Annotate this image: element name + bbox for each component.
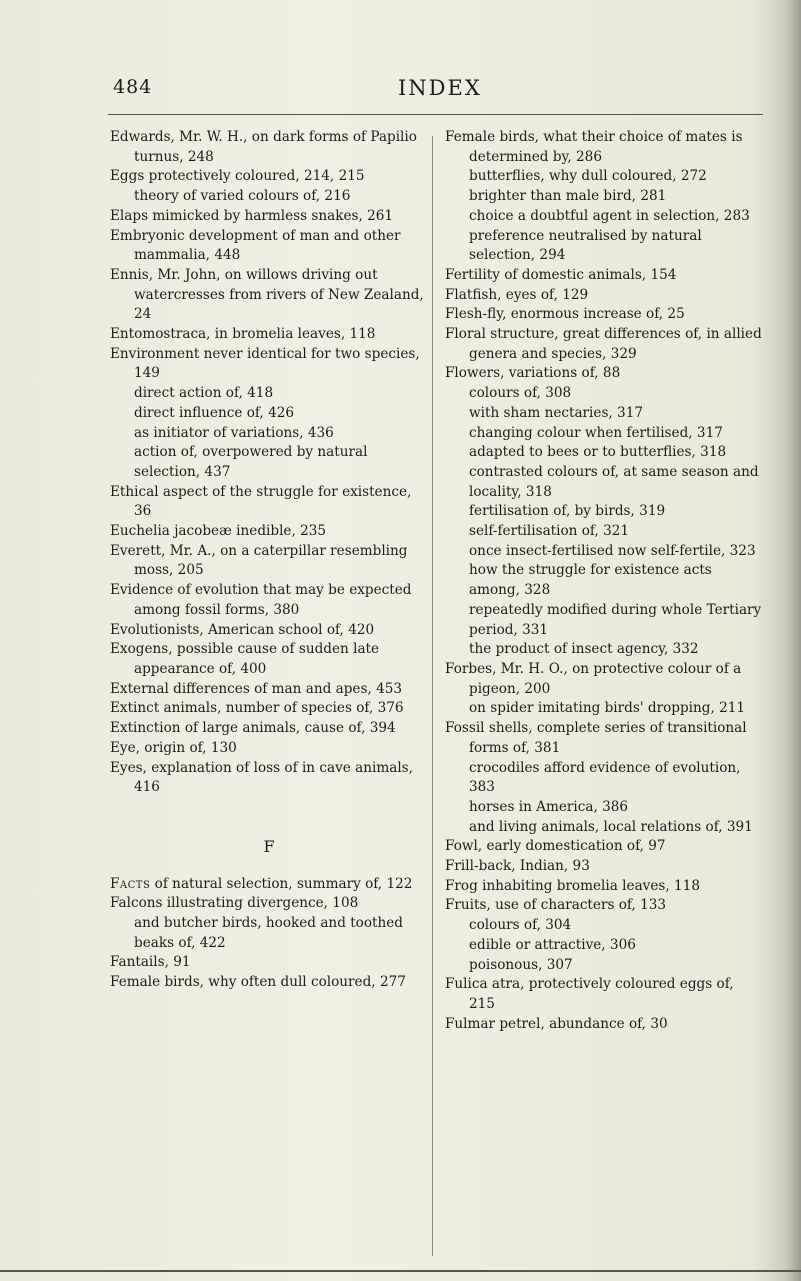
index-entry: Frog inhabiting bromelia leaves, 118 [445, 877, 700, 894]
index-entry: Exogens, possible cause of sudden late appearance of, 400 [110, 641, 380, 677]
column-divider [432, 136, 433, 1256]
index-subentry: horses in America, 386 [469, 798, 629, 815]
index-entry: Frill-back, Indian, 93 [445, 858, 590, 875]
index-entry: Forbes, Mr. H. O., on protective colour of a pigeon, 200 [445, 660, 742, 697]
index-entry: Evolutionists, American school of, 420 [110, 621, 375, 638]
index-subentry: and butcher birds, hooked and toothed beaks of, 422 [134, 915, 404, 951]
index-entry: Fulica atra, protectively coloured eggs of, 215 [445, 976, 734, 1012]
index-subentry: as initiator of variations, 436 [134, 424, 334, 441]
index-entry: Everett, Mr. A., on a caterpillar resembling moss, 205 [110, 542, 408, 579]
index-entry: Flowers, variations of, 88 [445, 365, 621, 382]
index-entry: Fruits, use of characters of, 133 [445, 897, 667, 914]
index-entry: Entomostraca, in bromelia leaves, 118 [110, 326, 376, 343]
index-entry: Environment never identical for two species, 149 [110, 345, 420, 382]
index-entry: Edwards, Mr. W. H., on dark forms of Papilio turnus, 248 [110, 129, 417, 165]
header-rule [108, 114, 763, 115]
index-entry: Floral structure, great differences of, in allied genera and species, 329 [445, 326, 762, 362]
index-subentry: direct influence of, 426 [134, 404, 295, 421]
index-entry: Female birds, why often dull coloured, 277 [110, 974, 406, 991]
index-entry: Eggs protectively coloured, 214, 215 [110, 168, 365, 185]
index-entry: Ethical aspect of the struggle for existence, 36 [110, 483, 412, 520]
index-entry: Eyes, explanation of loss of in cave animals, 416 [110, 759, 413, 796]
index-entry: Euchelia jacobeæ inedible, 235 [110, 523, 327, 540]
index-subentry: poisonous, 307 [469, 956, 573, 973]
index-subentry: butterflies, why dull coloured, 272 [469, 168, 707, 185]
index-subentry: fertilisation of, by birds, 319 [469, 503, 666, 520]
facts-lead: Facts [110, 875, 151, 892]
index-entry: External differences of man and apes, 453 [110, 680, 403, 697]
index-entry: Fertility of domestic animals, 154 [445, 266, 677, 283]
page-title: INDEX [398, 76, 482, 100]
index-entry-facts [110, 875, 428, 895]
index-entry: Extinction of large animals, cause of, 394 [110, 720, 396, 737]
index-entry: Embryonic development of man and other mammalia, 448 [110, 227, 401, 264]
index-entry: Fantails, 91 [110, 954, 191, 971]
index-entry: Eye, origin of, 130 [110, 739, 237, 756]
index-entry: Ennis, Mr. John, on willows driving out watercresses from rivers of New Zealand, 24 [110, 266, 424, 323]
index-entry: Female birds, what their choice of mates is determined by, 286 [445, 129, 743, 165]
index-subentry: how the struggle for existence acts among, 328 [469, 562, 712, 599]
letter-heading-f: F [263, 836, 275, 856]
index-entry: Fossil shells, complete series of transitional forms of, 381 [445, 720, 747, 756]
index-subentry: the product of insect agency, 332 [469, 641, 699, 658]
index-subentry: repeatedly modified during whole Tertiary period, 331 [469, 601, 762, 638]
index-subentry: brighter than male bird, 281 [469, 188, 667, 205]
index-subentry: colours of, 304 [469, 917, 572, 934]
index-subentry: theory of varied colours of, 216 [134, 188, 351, 205]
index-entry: Extinct animals, number of species of, 376 [110, 700, 404, 717]
index-entry: Flatfish, eyes of, 129 [445, 286, 589, 303]
index-subentry: preference neutralised by natural selection, 294 [469, 227, 702, 264]
index-subentry: changing colour when fertilised, 317 [469, 424, 723, 441]
index-subentry: adapted to bees or to butterflies, 318 [469, 444, 727, 461]
index-subentry: contrasted colours of, at same season and locality, 318 [469, 463, 759, 500]
right-index-column [445, 128, 763, 1034]
index-subentry: once insect-fertilised now self-fertile, 323 [469, 542, 756, 559]
index-subentry: direct action of, 418 [134, 385, 274, 402]
index-subentry: with sham nectaries, 317 [469, 404, 644, 421]
page-number: 484 [113, 76, 153, 98]
index-subentry: self-fertilisation of, 321 [469, 523, 630, 540]
index-subentry: action of, overpowered by natural selection, 437 [134, 444, 368, 480]
index-subentry: on spider imitating birds' dropping, 211 [469, 700, 746, 717]
facts-rest: of natural selection, summary of, 122 [150, 875, 413, 892]
left-entries-before [110, 128, 428, 798]
index-entry: Fulmar petrel, abundance of, 30 [445, 1015, 668, 1032]
right-entries [445, 128, 763, 1034]
index-subentry: choice a doubtful agent in selection, 283 [469, 207, 750, 224]
index-entry: Evidence of evolution that may be expected among fossil forms, 380 [110, 582, 412, 618]
index-subentry: colours of, 308 [469, 385, 572, 402]
index-entry: Falcons illustrating divergence, 108 [110, 895, 359, 912]
left-index-column [110, 128, 428, 993]
left-entries-after [110, 894, 428, 993]
index-entry: Elaps mimicked by harmless snakes, 261 [110, 207, 394, 224]
index-subentry: edible or attractive, 306 [469, 936, 636, 953]
index-subentry: crocodiles afford evidence of evolution, 383 [469, 759, 741, 796]
index-entry: Flesh-fly, enormous increase of, 25 [445, 306, 685, 323]
footer-rule [0, 1270, 801, 1272]
index-entry: Fowl, early domestication of, 97 [445, 838, 666, 855]
index-subentry: and living animals, local relations of, 391 [469, 818, 753, 835]
